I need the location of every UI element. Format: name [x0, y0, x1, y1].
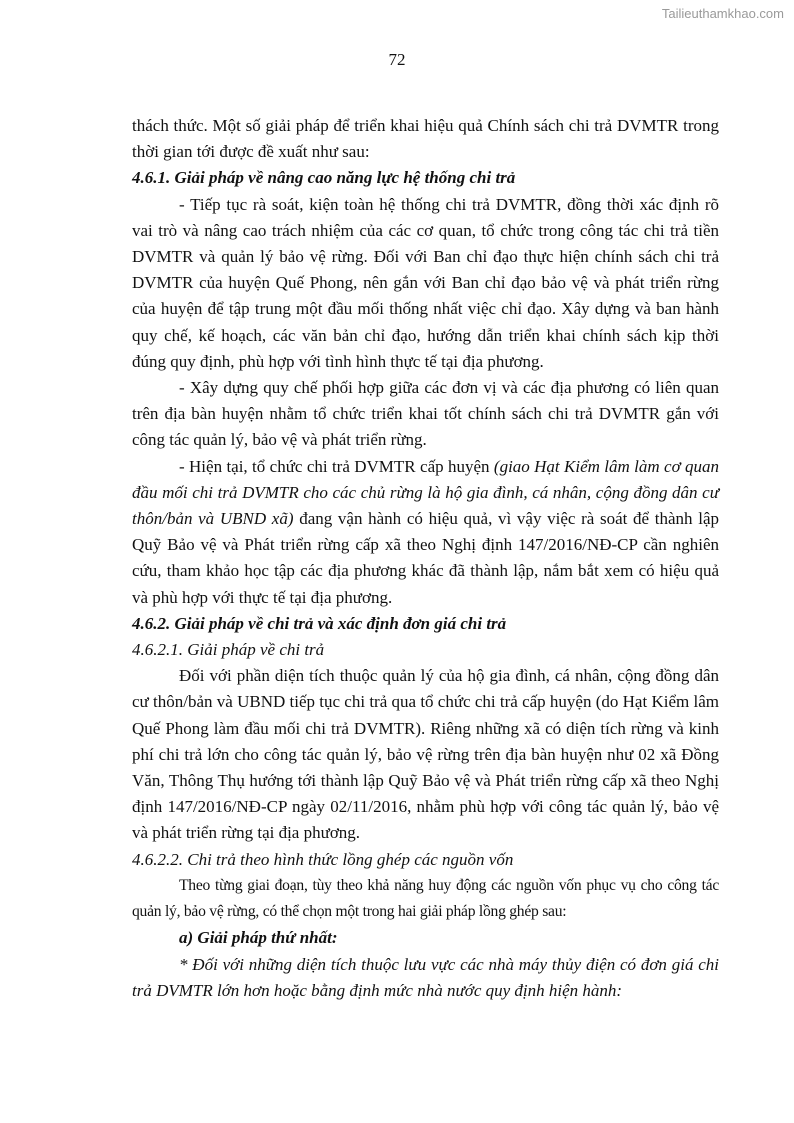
page-number: 72: [388, 50, 406, 69]
paragraph-intro: thách thức. Một số giải pháp để triển khai hiệu quả Chính sách chi trả DVMTR trong thời gian tới được đề xuất như sau:: [132, 116, 719, 162]
paragraph-4-6-2-2: Theo từng giai đoạn, tùy theo khả năng huy động các nguồn vốn phục vụ cho công tác quản lý, bảo vệ rừng, có thể chọn một trong hai giải pháp lồng ghép sau:: [132, 876, 719, 921]
item-3-lead: - Hiện tại, tổ chức chi trả DVMTR cấp huyện: [179, 456, 494, 476]
paragraph-4-6-2-1: Đối với phần diện tích thuộc quản lý của hộ gia đình, cá nhân, cộng đồng dân cư thôn/bản và UBND tiếp tục chi trả qua tổ chức chi trả cấp huyện (do Hạt Kiểm lâm Quế Phong làm đầu mối chi trả DVMTR). Riêng những xã có diện tích rừng và kinh phí chi trả lớn cho công tác quản lý, bảo vệ rừng trên địa bàn huyện như 02 xã Đồng Văn, Thông Thụ hướng tới thành lập Quỹ Bảo vệ và Phát triển rừng cấp xã theo Nghị định 147/2016/NĐ-CP ngày 02/11/2016, nhằm phù hợp với công tác quản lý, bảo vệ và phát triển rừng tại địa phương.: [132, 666, 719, 843]
document-body: [132, 113, 719, 1004]
heading-4-6-2: 4.6.2. Giải pháp về chi trả và xác định đơn giá chi trả: [132, 613, 507, 633]
heading-4-6-1: 4.6.1. Giải pháp về nâng cao năng lực hệ thống chi trả: [132, 168, 516, 188]
heading-4-6-2-2: 4.6.2.2. Chi trả theo hình thức lồng ghép các nguồn vốn: [132, 849, 514, 869]
watermark: Tailieuthamkhao.com: [661, 6, 784, 21]
paragraph-4-6-1-item-1: - Tiếp tục rà soát, kiện toàn hệ thống chi trả DVMTR, đồng thời xác định rõ vai trò và nâng cao trách nhiệm của các cơ quan, tổ chức trong công tác chi trả tiền DVMTR và quản lý bảo vệ rừng. Đối với Ban chỉ đạo thực hiện chính sách chi trả DVMTR của huyện Quế Phong, nên gắn với Ban chỉ đạo bảo vệ và phát triển rừng của huyện để tập trung một đầu mối thống nhất việc chỉ đạo. Xây dựng và ban hành quy chế, kế hoạch, các văn bản chỉ đạo, hướng dẫn triển khai chính sách kịp thời đúng quy định, phù hợp với tình hình thực tế tại địa phương.: [132, 194, 719, 371]
heading-solution-a: a) Giải pháp thứ nhất:: [179, 928, 338, 948]
item-3-parenthetical: (giao Hạt Kiểm lâm làm cơ quan đầu mối chi trả DVMTR cho các chủ rừng là hộ gia đình, cá nhân, cộng đồng dân cư thôn/bản và UBND xã): [132, 456, 720, 529]
paragraph-solution-a: * Đối với những diện tích thuộc lưu vực các nhà máy thủy điện có đơn giá chi trả DVMTR lớn hơn hoặc bằng định mức nhà nước quy định hiện hành:: [132, 954, 719, 1000]
heading-4-6-2-1: 4.6.2.1. Giải pháp về chi trả: [132, 640, 325, 660]
paragraph-4-6-1-item-3: [132, 454, 719, 611]
item-3-rest: đang vận hành có hiệu quả, vì vậy việc rà soát để thành lập Quỹ Bảo vệ và Phát triển rừng cấp xã theo Nghị định 147/2016/NĐ-CP cần nghiên cứu, tham khảo học tập các địa phương khác đã thành lập, nắm bắt xem có hiệu quả và phù hợp với thực tế tại địa phương.: [132, 509, 719, 607]
paragraph-4-6-1-item-2: - Xây dựng quy chế phối hợp giữa các đơn vị và các địa phương có liên quan trên địa bàn huyện nhằm tổ chức triển khai tốt chính sách chi trả DVMTR gắn với công tác quản lý, bảo vệ và phát triển rừng.: [132, 378, 719, 450]
